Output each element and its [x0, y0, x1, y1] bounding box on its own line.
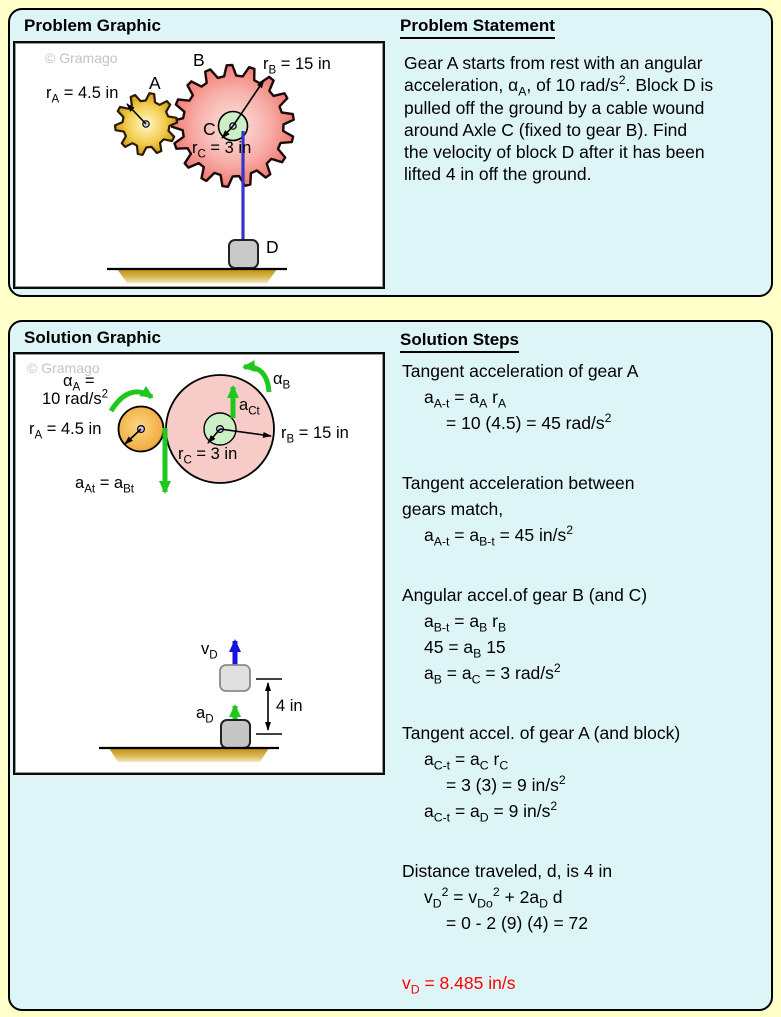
- solution-step-line: $a_{A-t} = a_{B-t} = 45$ $in/s^2$: [424, 523, 574, 549]
- problem-graphic-drawing: [15, 43, 383, 287]
- radius-b-value: $r_B = 15$ in: [263, 55, 331, 77]
- alpha-b-label: $\alpha_B$: [273, 370, 291, 392]
- statement-line: lifted 4 in off the ground.: [404, 164, 592, 185]
- solution-steps-list: [400, 358, 778, 996]
- solution-graphic-box: [13, 352, 385, 775]
- solution-step-section: [400, 858, 778, 936]
- ground-shading: [109, 748, 269, 762]
- statement-line: acceleration, $\alpha_A$, of 10 rad/$s^2$. Block D is: [404, 73, 714, 99]
- solution-step-line: $v_D = 8.485$ in/s: [402, 973, 516, 997]
- solution-step-line: $a_B = a_C = 3$ rad/$s^2$: [424, 661, 561, 687]
- statement-line: around Axle C (fixed to gear B). Find: [404, 119, 688, 140]
- solution-step-line: = 0 - 2 (9) (4) = 72: [446, 913, 589, 933]
- a-d-label: $a_D$: [196, 704, 214, 726]
- radius-b-value: $r_B = 15$ in: [281, 424, 349, 446]
- statement-line: the velocity of block D after it has been: [404, 142, 705, 163]
- solution-step-section: [400, 720, 778, 824]
- solution-panel: [8, 320, 773, 1011]
- problem-graphic-box: [13, 41, 385, 289]
- solution-step-line: Angular accel.of gear B (and C): [402, 585, 648, 605]
- solution-step-section: [400, 582, 778, 686]
- solution-step-line: Tangent acceleration between: [402, 473, 635, 493]
- solution-step-line: = 10 (4.5) = 45 rad/$s^2$: [446, 411, 612, 433]
- problem-statement-title: Problem Statement: [400, 16, 555, 39]
- block-d-lifted: [220, 665, 250, 691]
- block-d: [229, 240, 258, 268]
- radius-c-value: $r_C = 3$ in: [192, 139, 252, 161]
- solution-step-line: = 3 (3) = 9 $in/s^2$: [446, 773, 566, 795]
- solution-graphic-title: Solution Graphic: [24, 328, 161, 347]
- solution-step-line: $a_{C-t} = a_D = 9$ $in/s^2$: [424, 799, 558, 825]
- tangent-accel-label: $a_{At} = a_{Bt}$: [75, 474, 135, 496]
- v-d-label: $v_D$: [201, 640, 218, 662]
- alpha-a-label-line2: 10 rad/$s^2$: [42, 388, 109, 408]
- statement-line: Gear A starts from rest with an angular: [404, 53, 703, 73]
- solution-step-line: Tangent acceleration of gear A: [402, 361, 639, 381]
- ground-shading: [117, 269, 277, 283]
- problem-statement-text: [404, 52, 776, 186]
- watermark: © Gramago: [27, 360, 100, 376]
- radius-a-value: $r_A = 4.5$ in: [46, 84, 119, 106]
- solution-step-line: $a_{B-t} = a_B$ $r_B$: [424, 611, 507, 635]
- solution-step-line: $a_{A-t} = a_A$ $r_A$: [424, 387, 507, 411]
- watermark: © Gramago: [45, 50, 118, 66]
- solution-step-line: $v_D^2 = v_{Do}^2 + 2a_D$ d: [424, 885, 563, 911]
- problem-panel: [8, 8, 773, 297]
- problem-graphic-title: Problem Graphic: [24, 16, 161, 35]
- statement-line: pulled off the ground by a cable wound: [404, 97, 705, 118]
- solution-step-section: [400, 970, 778, 996]
- radius-c-value: $r_C = 3$ in: [178, 445, 238, 467]
- alpha-a-label-line1: $\alpha_A$ =: [63, 372, 95, 394]
- solution-step-line: Distance traveled, d, is 4 in: [402, 861, 613, 881]
- solution-step-line: Tangent accel. of gear A (and block): [402, 723, 681, 743]
- a-ct-label: $a_{Ct}$: [239, 396, 260, 418]
- solution-step-section: [400, 470, 778, 548]
- gear-b-label: B: [193, 50, 205, 70]
- block-d-ground: [221, 720, 250, 748]
- block-d-label: D: [266, 237, 279, 257]
- solution-step-section: [400, 358, 778, 436]
- gear-a-label: A: [149, 73, 161, 93]
- solution-step-line: gears match,: [402, 499, 504, 519]
- solution-step-line: $a_{C-t} = a_C$ $r_C$: [424, 749, 509, 773]
- solution-step-line: $45 = a_B$ 15: [424, 637, 506, 661]
- solution-steps-title: Solution Steps: [400, 330, 519, 353]
- dim-4in-label: 4 in: [276, 697, 303, 715]
- radius-a-value: $r_A = 4.5$ in: [29, 420, 102, 442]
- axle-c-label: C: [203, 119, 216, 139]
